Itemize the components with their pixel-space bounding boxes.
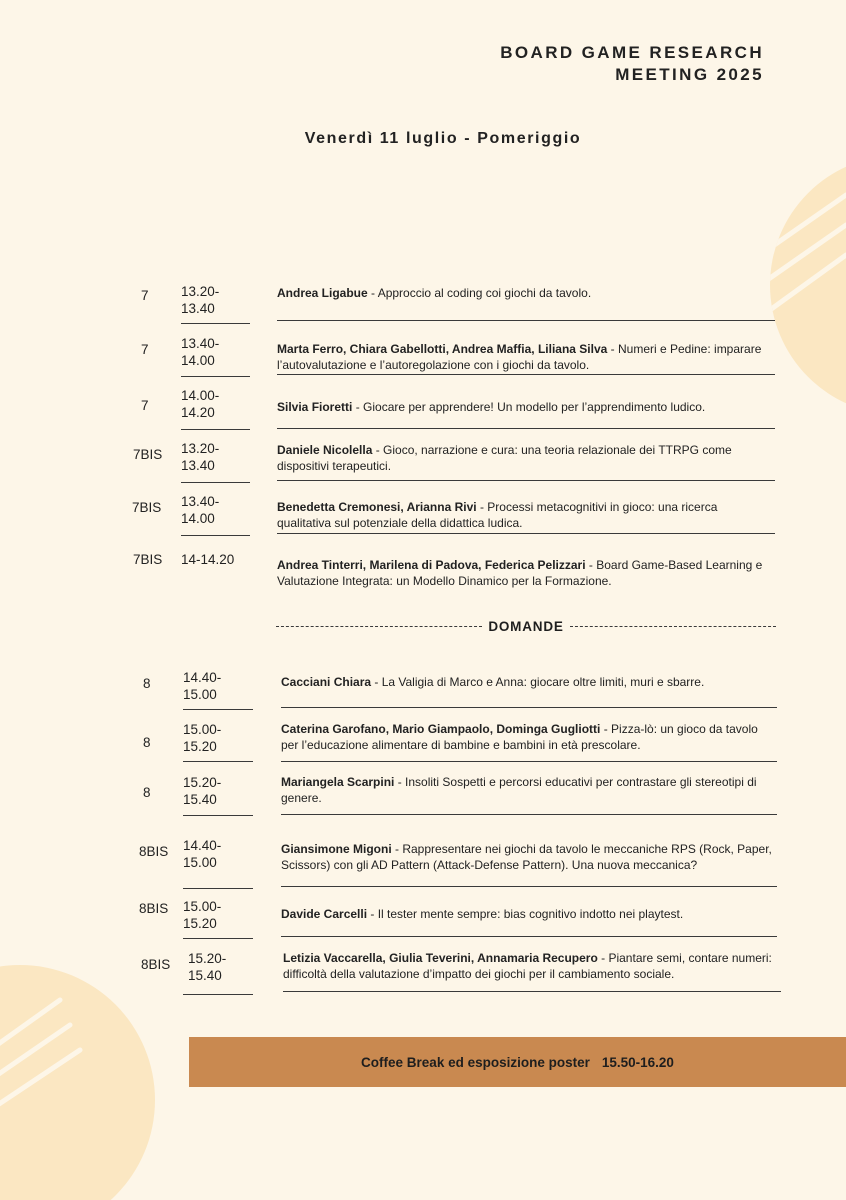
time-slot — [183, 721, 221, 755]
time-underline — [183, 938, 253, 939]
room-label: 7 — [141, 288, 149, 303]
talk-title: - Gioco, narrazione e cura: una teoria relazionale dei TTRPG come dispositivi terapeutici. — [277, 443, 732, 473]
time-underline — [183, 709, 253, 710]
room-label: 8BIS — [141, 957, 171, 972]
talk-underline — [281, 886, 777, 887]
time-slot-line: 15.20- — [183, 775, 222, 790]
time-underline — [181, 482, 250, 483]
talk-authors: Marta Ferro, Chiara Gabellotti, Andrea Maffia, Liliana Silva — [277, 342, 608, 356]
time-slot — [183, 669, 221, 703]
time-underline — [181, 376, 250, 377]
talk-entry — [281, 774, 777, 806]
time-slot — [183, 898, 221, 932]
talk-authors: Andrea Ligabue — [277, 286, 368, 300]
talk-title: - Pizza-lò: un gioco da tavolo per l’educazione alimentare di bambine e bambini in età prescolare. — [281, 722, 758, 752]
room-label: 8 — [143, 785, 151, 800]
time-slot-line: 13.40 — [181, 458, 215, 473]
room-label: 8BIS — [139, 901, 169, 916]
time-slot-line: 13.20- — [181, 441, 220, 456]
talk-entry — [281, 906, 777, 922]
talk-title: - Rappresentare nei giochi da tavolo le meccaniche RPS (Rock, Paper, Scissors) con gli AD Pattern (Attack-Defense Pattern). Una nuova meccanica? — [281, 842, 772, 872]
talk-title: - Board Game-Based Learning e Valutazione Integrata: un Modello Dinamico per la Formazione. — [277, 558, 763, 588]
talk-entry — [277, 341, 773, 373]
time-slot-line: 14.40- — [183, 670, 222, 685]
room-label: 7 — [141, 398, 149, 413]
talk-underline — [283, 991, 781, 992]
time-slot-line: 14-14.20 — [181, 552, 235, 567]
talk-entry — [277, 285, 773, 301]
time-slot-line: 13.20- — [181, 284, 220, 299]
talk-authors: Cacciani Chiara — [281, 675, 372, 689]
time-slot-line: 15.00- — [183, 722, 222, 737]
time-underline — [183, 994, 253, 995]
time-slot — [181, 283, 219, 317]
time-slot — [181, 335, 219, 369]
talk-entry — [277, 442, 773, 474]
talk-entry — [281, 674, 777, 690]
talk-title: - Numeri e Pedine: imparare l’autovalutazione e l’autoregolazione con i giochi da tavolo. — [277, 342, 762, 372]
talk-authors: Daniele Nicolella — [277, 443, 373, 457]
room-label: 8 — [143, 735, 151, 750]
divider-dash-left — [276, 626, 482, 627]
time-slot — [181, 440, 219, 474]
talk-title: - Il tester mente sempre: bias cognitivo indotto nei playtest. — [367, 907, 684, 921]
coffee-break-banner — [189, 1037, 846, 1087]
talk-underline — [277, 374, 775, 375]
time-slot — [183, 774, 221, 808]
time-slot-line: 14.00- — [181, 388, 220, 403]
talk-entry — [283, 950, 779, 982]
talk-authors: Benedetta Cremonesi, Arianna Rivi — [277, 500, 477, 514]
time-slot-line: 14.40- — [183, 838, 222, 853]
talk-authors: Silvia Fioretti — [277, 400, 353, 414]
time-slot-line: 13.40- — [181, 336, 220, 351]
time-underline — [181, 535, 250, 536]
talk-entry — [281, 841, 777, 873]
time-slot — [181, 493, 219, 527]
time-slot-line: 15.20- — [188, 951, 227, 966]
time-slot-line: 15.40 — [188, 968, 222, 983]
time-slot-line: 15.00 — [183, 855, 217, 870]
time-underline — [181, 429, 250, 430]
talk-authors: Mariangela Scarpini — [281, 775, 395, 789]
time-slot-line: 15.40 — [183, 792, 217, 807]
talk-authors: Davide Carcelli — [281, 907, 368, 921]
room-label: 7BIS — [132, 500, 162, 515]
talk-title: - La Valigia di Marco e Anna: giocare oltre limiti, muri e sbarre. — [371, 675, 705, 689]
talk-title: - Giocare per apprendere! Un modello per l’apprendimento ludico. — [352, 400, 706, 414]
coffee-break-time: 15.50-16.20 — [601, 1054, 674, 1070]
time-slot-line: 15.20 — [183, 739, 217, 754]
domande-label: DOMANDE — [488, 618, 564, 634]
time-slot-line: 15.00- — [183, 899, 222, 914]
event-title-line2: MEETING 2025 — [615, 65, 764, 84]
talk-title: - Approccio al coding coi giochi da tavolo. — [367, 286, 592, 300]
talk-underline — [281, 814, 777, 815]
time-underline — [183, 815, 253, 816]
talk-title: - Piantare semi, contare numeri: difficoltà della valutazione d’impatto dei giochi per il cambiamento sociale. — [283, 951, 772, 981]
talk-underline — [281, 936, 777, 937]
talk-title: - Processi metacognitivi in gioco: una ricerca qualitativa sul potenziale della didattica ludica. — [277, 500, 718, 530]
talk-entry — [281, 721, 777, 753]
time-slot-line: 14.20 — [181, 405, 215, 420]
event-title-line1: BOARD GAME RESEARCH — [500, 43, 764, 62]
talk-entry — [277, 499, 773, 531]
time-slot — [181, 551, 234, 568]
time-slot-line: 15.00 — [183, 687, 217, 702]
talk-underline — [277, 320, 775, 321]
talk-underline — [277, 533, 775, 534]
talk-title: - Insoliti Sospetti e percorsi educativi per contrastare gli stereotipi di genere. — [281, 775, 757, 805]
talk-authors: Letizia Vaccarella, Giulia Teverini, Annamaria Recupero — [283, 951, 598, 965]
room-label: 7 — [141, 342, 149, 357]
room-label: 8BIS — [139, 844, 169, 859]
room-label: 8 — [143, 676, 151, 691]
talk-authors: Caterina Garofano, Mario Giampaolo, Dominga Gugliotti — [281, 722, 601, 736]
talk-underline — [277, 480, 775, 481]
event-title — [500, 42, 764, 86]
time-underline — [183, 888, 253, 889]
talk-entry — [277, 399, 773, 415]
room-label: 7BIS — [133, 552, 163, 567]
time-slot-line: 15.20 — [183, 916, 217, 931]
talk-entry — [277, 557, 773, 589]
time-slot — [183, 837, 221, 871]
time-slot — [181, 387, 219, 421]
time-slot-line: 13.40 — [181, 301, 215, 316]
talk-underline — [281, 707, 777, 708]
time-slot-line: 14.00 — [181, 511, 215, 526]
time-slot-line: 14.00 — [181, 353, 215, 368]
talk-authors: Giansimone Migoni — [281, 842, 392, 856]
time-slot — [188, 950, 226, 984]
room-label: 7BIS — [133, 447, 163, 462]
session-subtitle: Venerdì 11 luglio - Pomeriggio — [304, 130, 582, 147]
talk-underline — [277, 428, 775, 429]
domande-divider — [276, 616, 776, 636]
talk-underline — [281, 761, 777, 762]
coffee-break-label: Coffee Break ed esposizione poster — [361, 1054, 590, 1070]
time-underline — [183, 761, 253, 762]
talk-authors: Andrea Tinterri, Marilena di Padova, Federica Pelizzari — [277, 558, 586, 572]
divider-dash-right — [570, 626, 776, 627]
time-underline — [181, 323, 250, 324]
time-slot-line: 13.40- — [181, 494, 220, 509]
